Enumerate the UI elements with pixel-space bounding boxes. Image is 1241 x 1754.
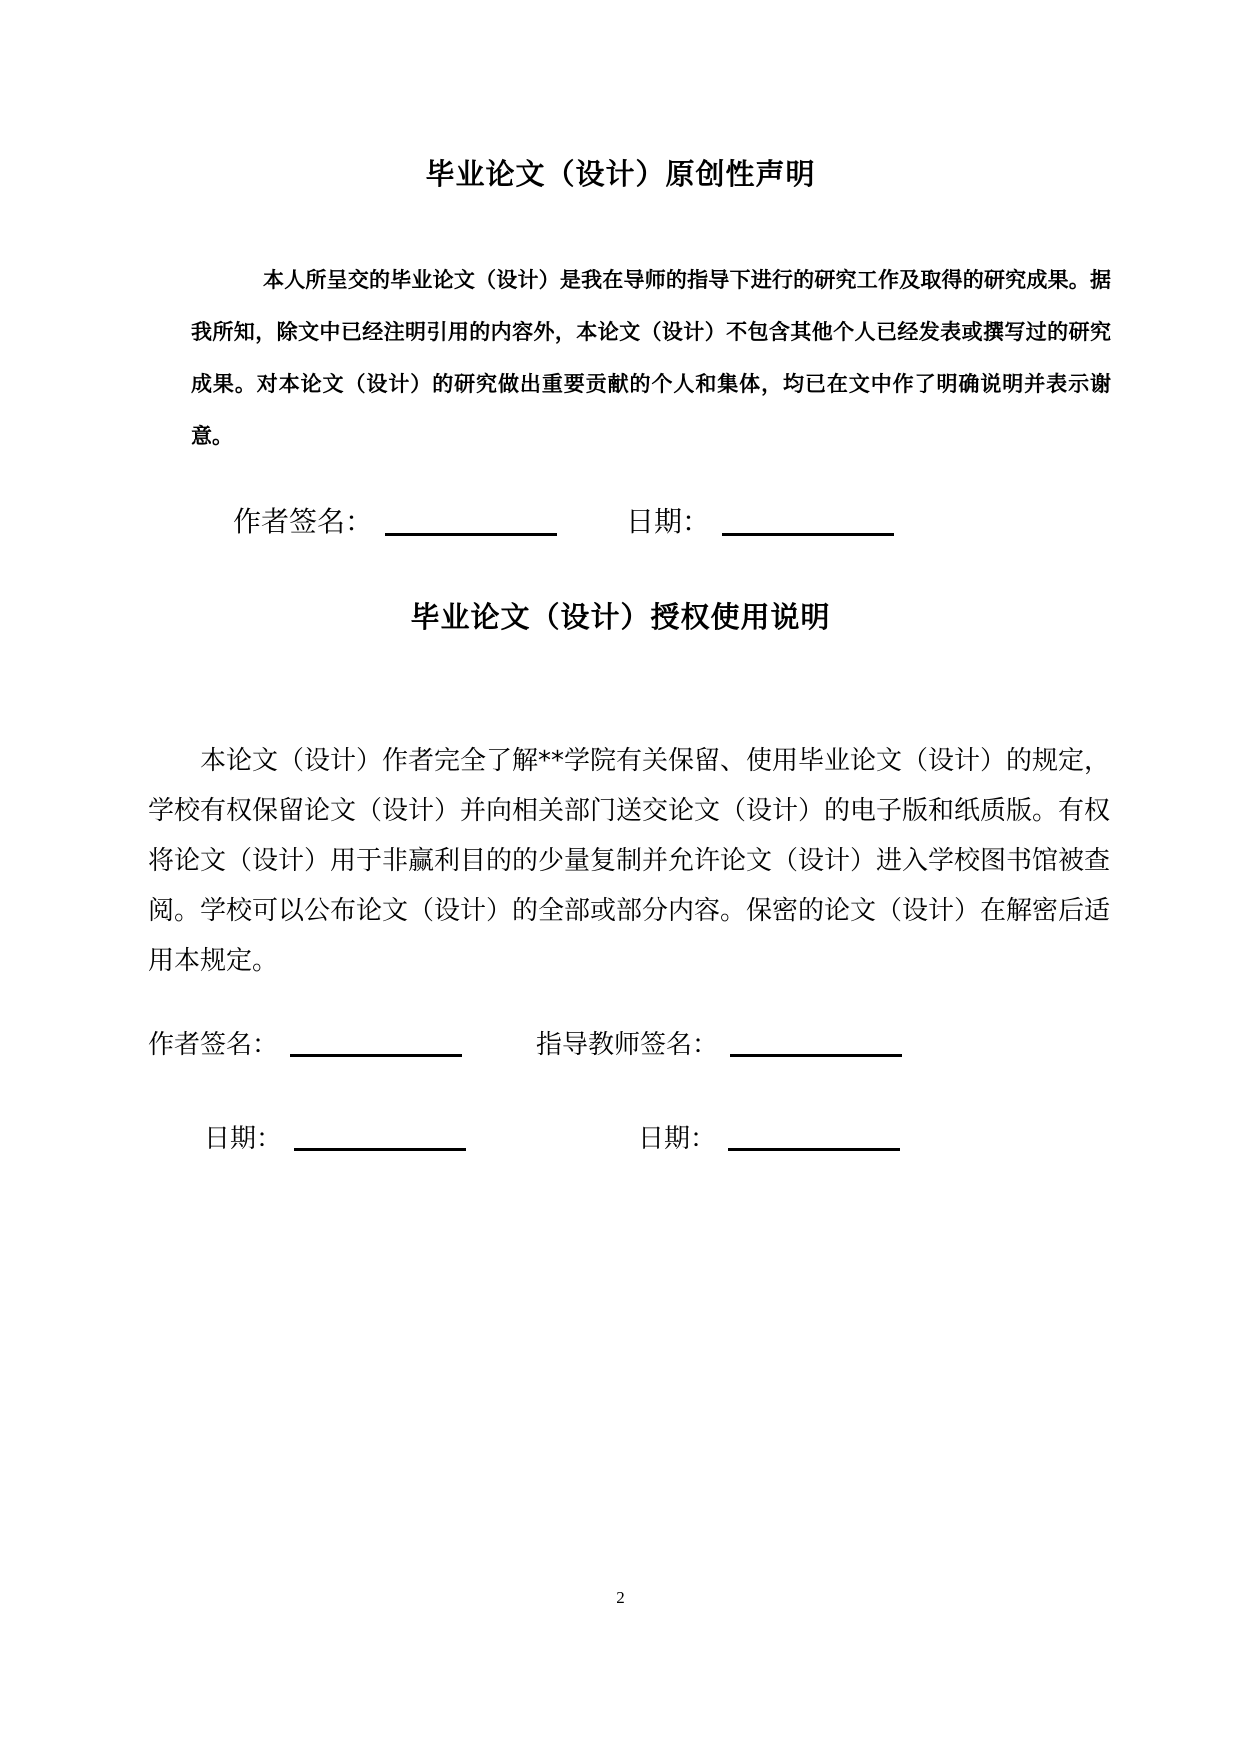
- originality-author-signature: [233, 500, 557, 540]
- date-label: 日期：: [638, 1124, 717, 1154]
- authorization-author-signature: [148, 1024, 462, 1061]
- date-label: 日期：: [626, 505, 711, 538]
- author-signature-label: 作者签名：: [148, 1030, 279, 1060]
- author-signature-line[interactable]: [385, 507, 557, 536]
- date-line[interactable]: [294, 1122, 466, 1151]
- originality-title: 毕业论文（设计）原创性声明: [425, 157, 816, 191]
- date-line[interactable]: [722, 507, 894, 536]
- teacher-signature-line[interactable]: [730, 1028, 902, 1057]
- author-signature-label: 作者签名：: [233, 505, 374, 538]
- authorization-teacher-date: [638, 1118, 900, 1155]
- authorization-teacher-signature: [536, 1024, 902, 1061]
- authorization-paragraph: 本论文（设计）作者完全了解**学院有关保留、使用毕业论文（设计）的规定，学校有权保留论文（设计）并向相关部门送交论文（设计）的电子版和纸质版。有权将论文（设计）用于非赢利目的的少量复制并允许论文（设计）进入学校图书馆被查阅。学校可以公布论文（设计）的全部或部分内容。保密的论文（设计）在解密后适用本规定。: [148, 746, 1111, 976]
- teacher-signature-label: 指导教师签名：: [536, 1030, 719, 1060]
- authorization-author-date: [204, 1118, 466, 1155]
- authorization-title: 毕业论文（设计）授权使用说明: [410, 600, 831, 634]
- date-label: 日期：: [204, 1124, 283, 1154]
- originality-paragraph: 本人所呈交的毕业论文（设计）是我在导师的指导下进行的研究工作及取得的研究成果。据我所知，除文中已经注明引用的内容外，本论文（设计）不包含其他个人已经发表或撰写过的研究成果。对本论文（设计）的研究做出重要贡献的个人和集体，均已在文中作了明确说明并表示谢意。: [191, 268, 1111, 448]
- author-signature-line[interactable]: [290, 1028, 462, 1057]
- date-line[interactable]: [728, 1122, 900, 1151]
- page-number: 2: [616, 1588, 625, 1607]
- originality-date: [626, 500, 894, 540]
